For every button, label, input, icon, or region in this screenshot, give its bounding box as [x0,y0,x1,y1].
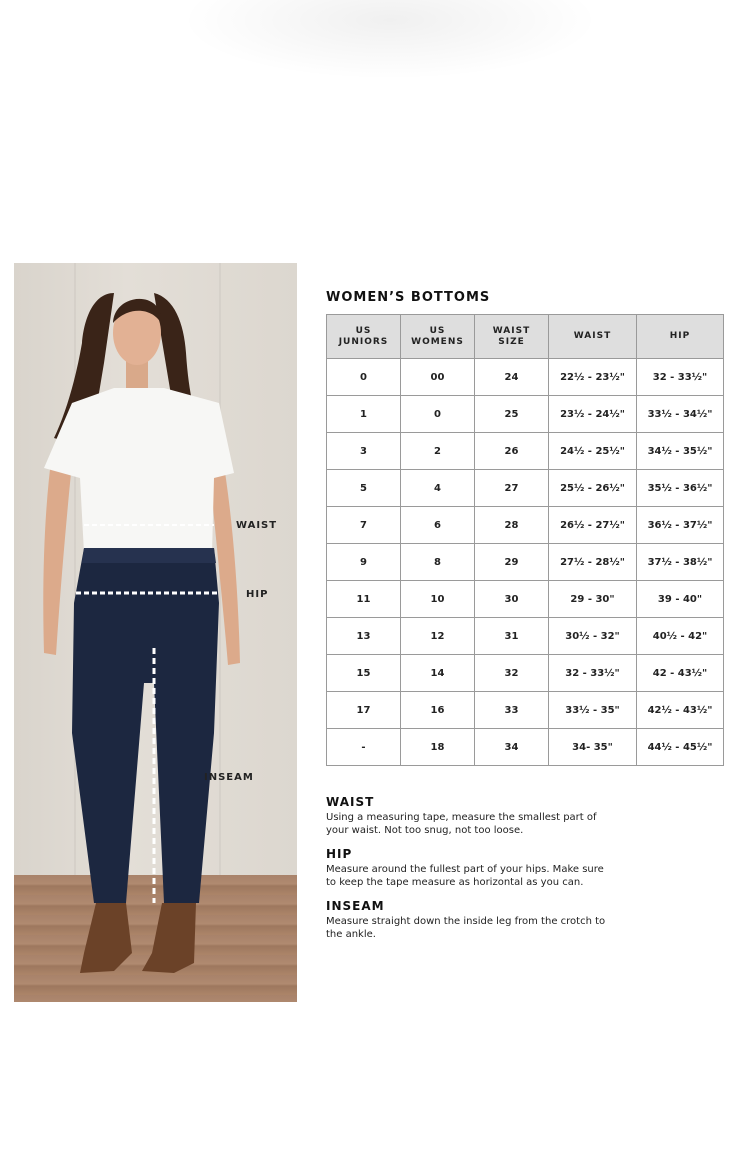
table-cell: 35½ - 36½" [637,470,724,507]
table-cell: 11 [327,581,401,618]
table-cell: 34- 35" [549,729,637,766]
header-us-womens: US WOMENS [401,315,475,359]
inseam-guide [326,899,626,941]
table-row [327,729,724,766]
table-row [327,618,724,655]
inseam-guide-title: INSEAM [326,899,385,913]
table-row [327,396,724,433]
table-cell: 9 [327,544,401,581]
table-row [327,692,724,729]
table-cell: 32 [475,655,549,692]
hip-guide-title: HIP [326,847,353,861]
table-cell: 27 [475,470,549,507]
table-row [327,544,724,581]
table-cell: 1 [327,396,401,433]
table-cell: 31 [475,618,549,655]
table-cell: 8 [401,544,475,581]
header-hip: HIP [637,315,724,359]
table-cell: 42½ - 43½" [637,692,724,729]
waist-guide-title: WAIST [326,795,375,809]
table-row [327,433,724,470]
table-cell: 10 [401,581,475,618]
inseam-label: INSEAM [204,772,254,783]
table-cell: 30 [475,581,549,618]
table-cell: 44½ - 45½" [637,729,724,766]
table-cell: 12 [401,618,475,655]
table-cell: 2 [401,433,475,470]
table-cell: 25½ - 26½" [549,470,637,507]
table-row [327,359,724,396]
table-header-row [327,315,724,359]
model-photo [14,263,297,1002]
table-cell: 3 [327,433,401,470]
table-cell: 28 [475,507,549,544]
table-cell: 13 [327,618,401,655]
table-cell: 42 - 43½" [637,655,724,692]
size-table [326,314,724,766]
table-cell: 5 [327,470,401,507]
table-cell: 4 [401,470,475,507]
table-cell: 33½ - 34½" [637,396,724,433]
table-row [327,655,724,692]
table-row [327,581,724,618]
table-cell: 14 [401,655,475,692]
table-cell: 18 [401,729,475,766]
table-cell: 27½ - 28½" [549,544,637,581]
table-cell: 17 [327,692,401,729]
table-cell: 16 [401,692,475,729]
table-cell: 22½ - 23½" [549,359,637,396]
inseam-guide-text: Measure straight down the inside leg from the crotch to the ankle. [326,916,606,940]
table-cell: 32 - 33½" [549,655,637,692]
table-cell: 29 [475,544,549,581]
chart-title: WOMEN’S BOTTOMS [326,290,491,305]
table-row [327,507,724,544]
header-us-juniors: US JUNIORS [327,315,401,359]
table-cell: 0 [327,359,401,396]
table-cell: 34 [475,729,549,766]
table-row [327,470,724,507]
table-cell: 25 [475,396,549,433]
header-waist-size: WAIST SIZE [475,315,549,359]
table-cell: 15 [327,655,401,692]
model-figure [14,263,297,1002]
top-shadow [180,0,600,80]
table-cell: 6 [401,507,475,544]
table-cell: 30½ - 32" [549,618,637,655]
waist-guide-text: Using a measuring tape, measure the smallest part of your waist. Not too snug, not too loose. [326,812,597,836]
table-cell: 26 [475,433,549,470]
hip-guide [326,847,626,889]
table-cell: - [327,729,401,766]
table-cell: 37½ - 38½" [637,544,724,581]
table-cell: 36½ - 37½" [637,507,724,544]
table-cell: 34½ - 35½" [637,433,724,470]
table-cell: 7 [327,507,401,544]
table-cell: 24½ - 25½" [549,433,637,470]
waist-guide [326,795,626,837]
table-cell: 23½ - 24½" [549,396,637,433]
table-cell: 39 - 40" [637,581,724,618]
table-cell: 24 [475,359,549,396]
table-cell: 33½ - 35" [549,692,637,729]
waist-label: WAIST [236,520,278,531]
table-cell: 33 [475,692,549,729]
table-cell: 0 [401,396,475,433]
table-cell: 32 - 33½" [637,359,724,396]
table-cell: 29 - 30" [549,581,637,618]
table-cell: 00 [401,359,475,396]
table-cell: 26½ - 27½" [549,507,637,544]
table-cell: 40½ - 42" [637,618,724,655]
header-waist: WAIST [549,315,637,359]
hip-guide-text: Measure around the fullest part of your hips. Make sure to keep the tape measure as horizontal as you can. [326,864,604,888]
hip-label: HIP [246,589,269,600]
